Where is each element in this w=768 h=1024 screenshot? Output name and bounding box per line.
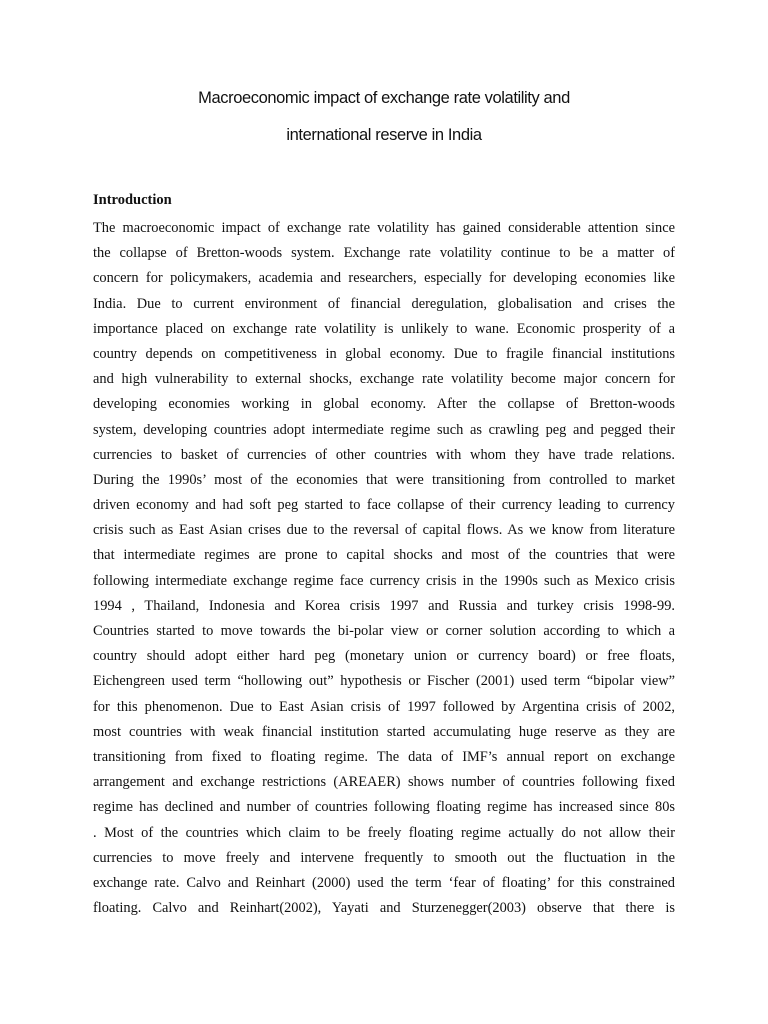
paragraph-line: . Most of the countries which claim to be freely floating regime actually do not allow their [93,824,675,841]
paragraph-line: Eichengreen used term “hollowing out” hypothesis or Fischer (2001) used term “bipolar view” [93,673,675,690]
paragraph-line: Countries started to move towards the bi-polar view or corner solution according to which a [93,623,675,639]
document-title-line-1: Macroeconomic impact of exchange rate volatility and [198,89,570,107]
paragraph-line: importance placed on exchange rate volatility is unlikely to wane. Economic prosperity of a [93,320,675,337]
paragraph-line: arrangement and exchange restrictions (AREAER) shows number of countries following fixed [93,774,675,791]
paragraph-line: most countries with weak financial institution started accumulating huge reserve as they are [93,723,675,740]
paragraph-line: that intermediate regimes are prone to capital shocks and most of the countries that were [93,547,675,564]
paragraph-line: The macroeconomic impact of exchange rate volatility has gained considerable attention since [93,220,675,236]
document-title-line-2: international reserve in India [286,126,482,144]
paragraph-line: transitioning from fixed to floating regime. The data of IMF’s annual report on exchange [93,748,675,765]
paragraph-line: currencies to basket of currencies of other countries with whom they have trade relations. [93,446,675,463]
paragraph-line: currencies to move freely and intervene frequently to smooth out the fluctuation in the [93,849,675,866]
paragraph-line: 1994 , Thailand, Indonesia and Korea crisis 1997 and Russia and turkey crisis 1998-99. [93,597,675,614]
paragraph-line: concern for policymakers, academia and researchers, especially for developing economies like [93,270,675,287]
paragraph-line: driven economy and had soft peg started to face collapse of their currency leading to currency [93,497,675,514]
paragraph-line: the collapse of Bretton-woods system. Exchange rate volatility continue to be a matter of [93,245,675,262]
paragraph-line: system, developing countries adopt intermediate regime such as crawling peg and pegged their [93,421,675,438]
paragraph-line: During the 1990s’ most of the economies that were transitioning from controlled to market [93,471,675,488]
paragraph-line: exchange rate. Calvo and Reinhart (2000) used the term ‘fear of floating’ for this constrained [93,874,675,891]
paragraph-line: country should adopt either hard peg (monetary union or currency board) or free floats, [93,648,675,665]
paragraph-line: following intermediate exchange regime face currency crisis in the 1990s such as Mexico crisis [93,572,675,589]
paragraph-line: developing economies working in global economy. After the collapse of Bretton-woods [93,396,675,413]
introduction-paragraph [93,216,675,921]
paragraph-line: floating. Calvo and Reinhart(2002), Yayati and Sturzenegger(2003) observe that there is [93,900,675,917]
paragraph-line: and high vulnerability to external shocks, exchange rate volatility become major concern for [93,371,675,388]
paragraph-line: India. Due to current environment of financial deregulation, globalisation and crises the [93,295,675,312]
paragraph-line: crisis such as East Asian crises due to the reversal of capital flows. As we know from literature [93,522,675,539]
paragraph-line: for this phenomenon. Due to East Asian crisis of 1997 followed by Argentina crisis of 2002, [93,698,675,715]
paragraph-line: country depends on competitiveness in global economy. Due to fragile financial institutions [93,345,675,362]
paragraph-line: regime has declined and number of countries following floating regime has increased since 80s [93,799,675,816]
section-heading-introduction: Introduction [93,192,172,208]
